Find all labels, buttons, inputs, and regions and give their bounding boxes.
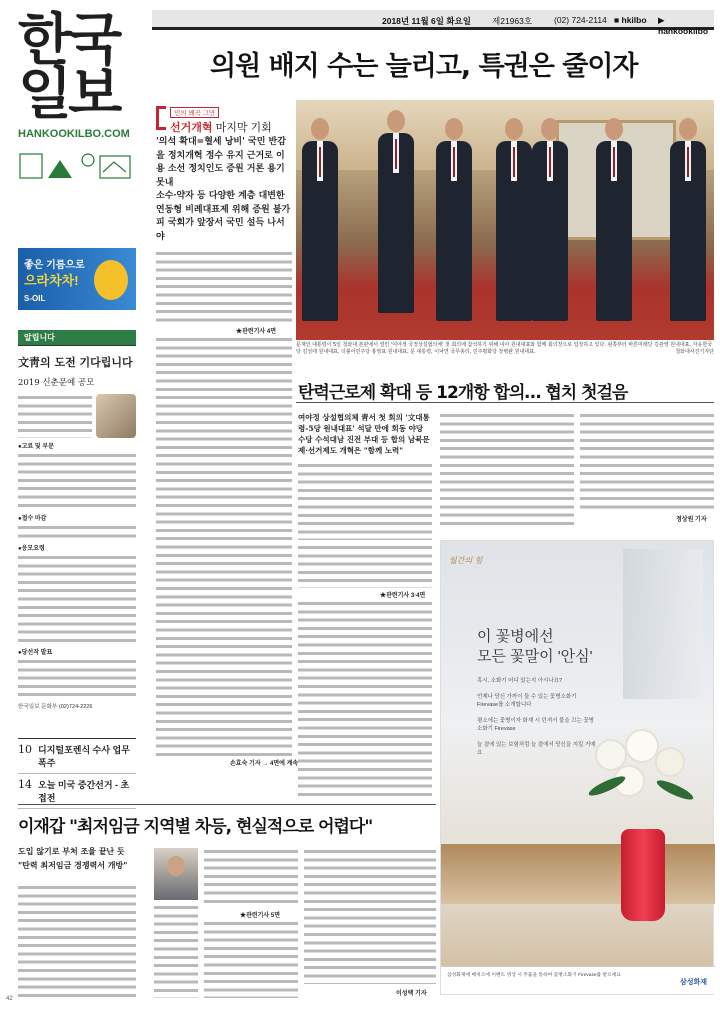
third-lead-2: "탄력 최저임금 경쟁력서 개방": [18, 860, 128, 870]
third-lead-1: 도입 않기로 부처 조율 끝난 듯: [18, 846, 125, 856]
main-photo[interactable]: [296, 100, 714, 340]
masthead: [18, 8, 138, 188]
page-number: 42: [6, 996, 13, 1002]
masthead-url[interactable]: HANKOOKILBO.COM: [18, 128, 130, 140]
notice-illustration-icon: [96, 394, 136, 438]
sidebar-ad-mascot-icon: [94, 260, 128, 300]
sidebar-ad[interactable]: [18, 248, 136, 310]
main-byline: 손효숙 기자 → 4면에 계속: [230, 761, 299, 767]
sidebar-ad-brand: S-OIL: [24, 294, 46, 303]
ad-headline-1: 이 꽃병에선: [477, 628, 554, 645]
third-related-link[interactable]: ★관련기사 5면: [240, 913, 280, 919]
phone-number: (02) 724-2114: [554, 15, 607, 25]
second-related-link[interactable]: ★관련기사 3·4면: [380, 593, 426, 599]
facebook-link[interactable]: ■ hkilbo: [614, 15, 647, 25]
ad-body-2: 언제나 당신 가까이 둘 수 있는 꽃병소화기 Firevase를 소개합니다: [477, 694, 577, 708]
second-lead: 여야정 상설협의체 靑서 첫 회의 '文대통령-5당 원내대표' 석달 만에 회동 야당 수당 수석대남 진전 부대 등 합의 남북문제·선거제도 개혁은 "함께 노력": [298, 413, 430, 455]
sidebar-ad-text-2: 으라차차!: [24, 273, 79, 288]
notice-box: [18, 330, 136, 710]
series-title: 선거개혁: [170, 122, 213, 134]
series-bracket-icon: [156, 106, 166, 130]
masthead-illustration-icon: [18, 144, 138, 184]
issue-date: 2018년 11월 6일 화요일: [382, 16, 471, 26]
masthead-title-2: 일보: [18, 62, 119, 127]
toc-item[interactable]: 14 오늘 미국 중간선거 - 초접전: [18, 774, 136, 809]
flower-bouquet-icon: [587, 731, 697, 841]
notice-method-label: ●응모요령: [18, 546, 45, 552]
issue-number: 제21963호: [492, 16, 533, 26]
second-article-text: [298, 462, 432, 540]
notice-deadline-label: ●접수 마감: [18, 516, 47, 522]
ad-body-4: 늘 곁에 있는 보험처럼 늘 곁에서 당신을 지킬 거예요: [477, 742, 596, 756]
notice-announce-label: ●당선작 발표: [18, 650, 53, 656]
ad-handwriting: 월간의 힘: [449, 556, 483, 565]
main-related-link[interactable]: ★관련기사 4면: [236, 329, 276, 335]
photo-credit: 청와대사진기자단: [675, 349, 714, 355]
photo-caption: 문재인 대통령이 5일 청와대 본관에서 열린 '여야정 국정상설협의체' 첫 회의에 참석하기 위해 여야 원내대표와 함께 회의장으로 입장하고 있다. 왼쪽부터 바른미래당 김관영 원내대표, 자유한국당 김성태 원내대표, 더불어민주당 홍영표 원내대표, 문 대통령, 이낙연 국무총리, 민주평화당 장병완 원내대표. 청와대사진기자단: [296, 342, 714, 355]
notice-prize-label: ●고료 및 부문: [18, 444, 54, 450]
main-lead-2: 소수·약자 등 다양한 계층 대변한 연동형 비례대표제 위해 증원 불가피 국회가 앞장서 국민 설득 나서야: [156, 191, 291, 242]
main-headline[interactable]: 의원 배지 수는 늘리고, 특권은 줄이자: [210, 51, 638, 82]
notice-title: 文靑의 도전 기다립니다: [18, 356, 133, 369]
third-byline: 이성택 기자: [396, 991, 427, 997]
main-article-text: [156, 336, 292, 756]
advertisement[interactable]: [440, 540, 714, 995]
second-headline[interactable]: 탄력근로제 확대 등 12개항 합의… 협치 첫걸음: [298, 383, 628, 403]
portrait-photo: [154, 848, 198, 900]
ad-body-1: 혹시, 소화기 어디 있는지 아시나요?: [477, 678, 563, 684]
ad-footer: 삼성화재에 배치소에 이벤트 영상 시 추출을 통하여 꽃병소화기 Firevase를 받으세요: [447, 973, 622, 978]
second-article-text: [580, 412, 714, 512]
second-article-text: [440, 412, 574, 530]
table-of-contents: [18, 738, 136, 809]
notice-subtitle: 2019 신춘문예 공모: [18, 378, 95, 388]
notice-label: 알립니다: [18, 330, 136, 345]
ad-body-3: 평소에는 꽃병이자 화재 시 던져서 불을 끄는 꽃병소화기 Firevase: [477, 718, 594, 732]
series-tag: [156, 100, 292, 135]
ad-brand: 삼성화재: [679, 979, 707, 986]
date-bar: [152, 10, 714, 36]
main-article-text: [156, 250, 292, 324]
third-headline[interactable]: 이재갑 "최저임금 지역별 차등, 현실적으로 어렵다": [18, 817, 373, 837]
third-article-text: [18, 884, 136, 998]
series-tag-label: 민의 왜곡 그만: [170, 107, 219, 118]
notice-intro-text: [18, 394, 92, 438]
vase-extinguisher-icon: [621, 829, 665, 921]
youtube-link[interactable]: ▶ hankookilbo: [658, 15, 709, 36]
main-lead-1: '의석 확대=혈세 낭비' 국민 반감을 정치개혁 정수 유지 근거로 이용 소선 정치인도 증원 거론 용기 못내: [156, 137, 286, 188]
notice-footer: 한국일보 문화부 (02)724-2226: [18, 704, 93, 710]
sidebar-ad-text-1: 좋은 기름으로: [24, 260, 85, 271]
series-sub: 마지막 기회: [215, 122, 272, 134]
ad-headline-2: 모든 꽃말이 '안심': [477, 648, 593, 665]
masthead-title-1: 한국: [18, 8, 119, 73]
toc-item[interactable]: 10 디지털포렌식 수사 업무 폭주: [18, 739, 136, 774]
second-byline: 정상원 기자: [676, 517, 707, 523]
